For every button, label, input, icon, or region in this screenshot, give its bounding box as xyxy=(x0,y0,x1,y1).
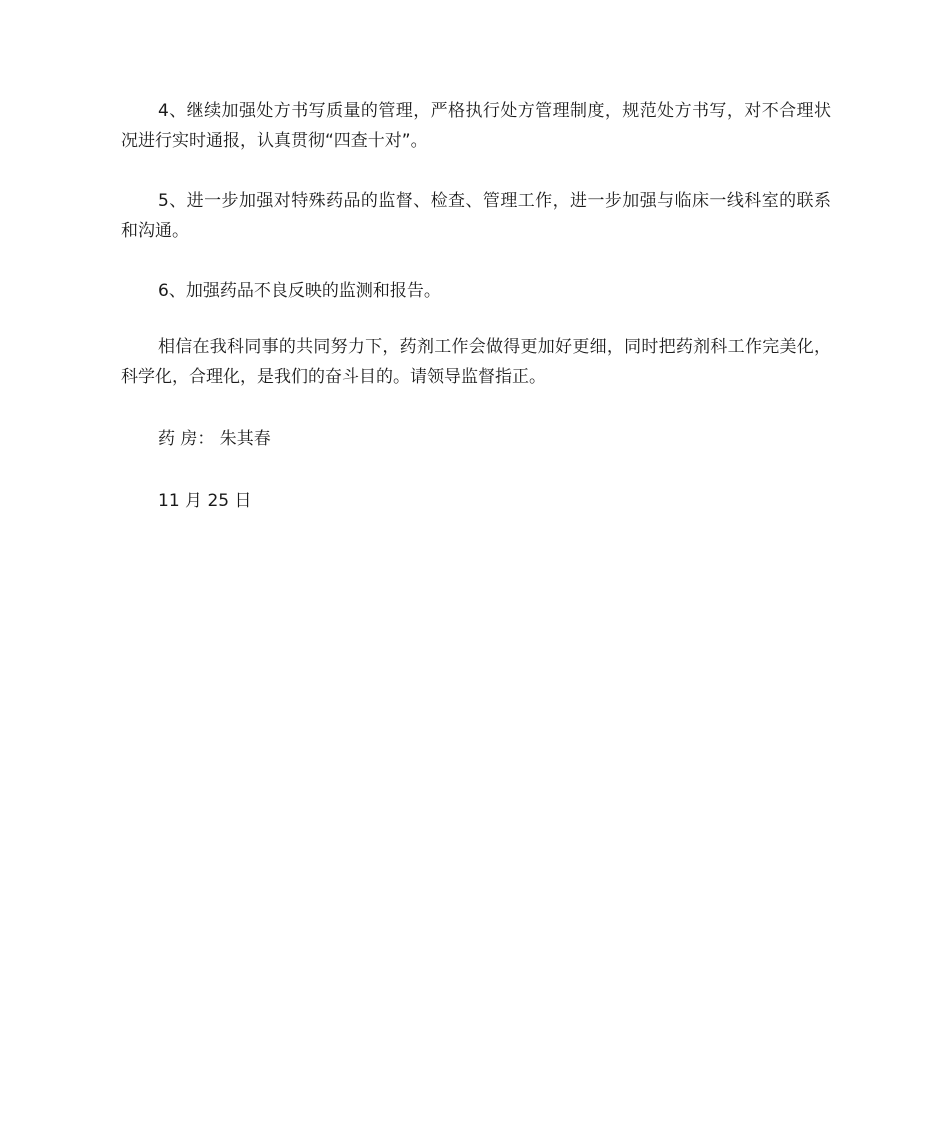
signature-line: 药 房： 朱其春 xyxy=(158,429,271,449)
paragraph-item-4: 4、继续加强处方书写质量的管理，严格执行处方管理制度，规范处方书写，对不合理状况进行实时通报，认真贯彻“四查十对”。 xyxy=(121,101,831,151)
paragraph-item-5: 5、进一步加强对特殊药品的监督、检查、管理工作，进一步加强与临床一线科室的联系和沟通。 xyxy=(121,191,831,241)
paragraph-item-6: 6、加强药品不良反映的监测和报告。 xyxy=(158,281,441,301)
document-body xyxy=(121,96,831,516)
closing-paragraph: 相信在我科同事的共同努力下，药剂工作会做得更加好更细，同时把药剂科工作完美化，科学化，合理化，是我们的奋斗目的。请领导监督指正。 xyxy=(121,337,831,387)
date-line: 11 月 25 日 xyxy=(158,491,252,511)
